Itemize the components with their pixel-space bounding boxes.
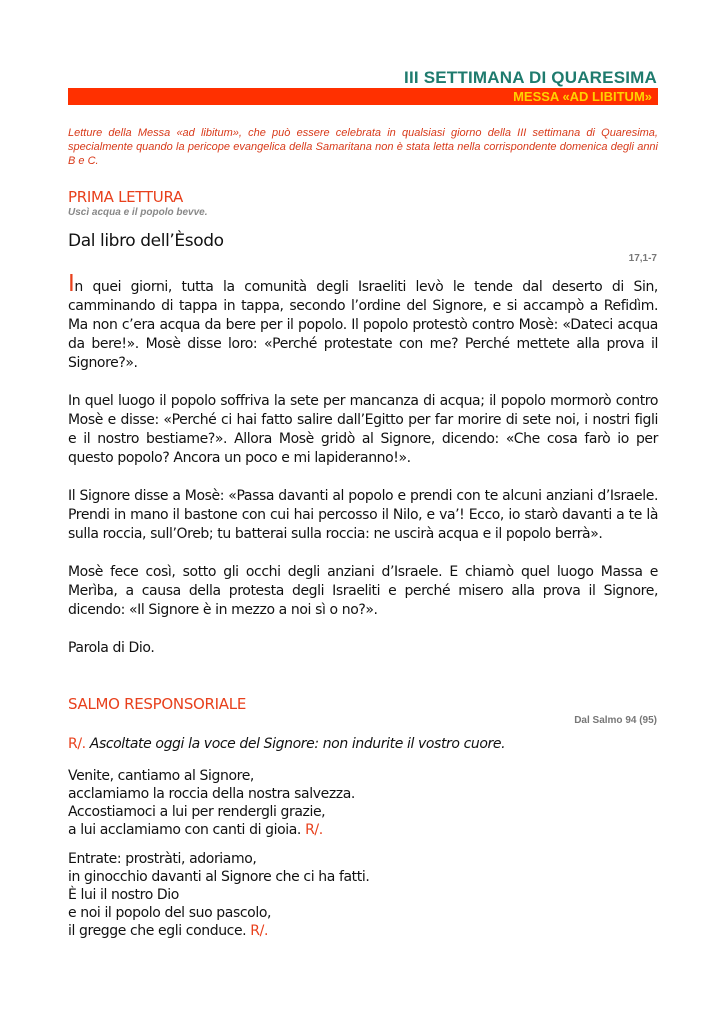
- stanza-line: Venite, cantiamo al Signore,: [68, 768, 254, 784]
- stanza-line-with-refrain: [68, 821, 355, 839]
- psalm-heading: SALMO RESPONSORIALE: [68, 695, 246, 713]
- reading-body: [68, 271, 658, 677]
- book-title: Dal libro dell’Èsodo: [68, 231, 224, 251]
- closing-formula: Parola di Dio.: [68, 640, 155, 656]
- header-subtitle: MESSA «AD LIBITUM»: [513, 89, 652, 104]
- header-title: III SETTIMANA DI QUARESIMA: [404, 68, 657, 87]
- stanza-line: in ginocchio davanti al Signore che ci ha fatti.: [68, 869, 370, 885]
- refrain-mark: R/.: [305, 822, 323, 838]
- paragraph-1: [68, 271, 658, 373]
- first-reading-heading: PRIMA LETTURA: [68, 188, 183, 206]
- dropcap: I: [68, 271, 75, 297]
- psalm-reference: Dal Salmo 94 (95): [574, 715, 657, 726]
- first-reading-subtitle: Uscì acqua e il popolo bevve.: [68, 207, 208, 218]
- psalm-stanza-2: [68, 850, 369, 940]
- psalm-stanza-1: [68, 767, 355, 839]
- paragraph-3: Il Signore disse a Mosè: «Passa davanti al popolo e prendi con te alcuni anziani d’Israele. Prendi in mano il bastone con cui hai percosso il Nilo, e va’! Ecco, io starò davanti a te là sulla roccia, sull’Oreb; tu batterai sulla roccia: ne uscirà acqua e il popolo berrà».: [68, 488, 658, 542]
- paragraph-2: In quel luogo il popolo soffriva la sete per mancanza di acqua; il popolo mormorò contro Mosè e disse: «Perché ci hai fatto salire dall’Egitto per far morire di sete noi, i nostri figli e il nostro bestiame?». Allora Mosè gridò al Signore, dicendo: «Che cosa farò io per questo popolo? Ancora un poco e mi lapideranno!».: [68, 393, 658, 466]
- paragraph-1-text: n quei giorni, tutta la comunità degli Israeliti levò le tende dal deserto di Sin, camminando di tappa in tappa, secondo l’ordine del Signore, e si accampò a Refidìm. Ma non c’era acqua da bere per il popolo. Il popolo protestò contro Mosè: «Dateci acqua da bere!». Mosè disse loro: «Perché protestate con me? Perché mettete alla prova il Signore?».: [68, 279, 658, 371]
- stanza-line: a lui acclamiamo con canti di gioia.: [68, 822, 301, 838]
- stanza-line: È lui il nostro Dio: [68, 887, 179, 903]
- stanza-line: il gregge che egli conduce.: [68, 923, 247, 939]
- header-bar: [68, 88, 658, 105]
- stanza-line: Accostiamoci a lui per rendergli grazie,: [68, 804, 326, 820]
- refrain-mark: R/.: [250, 923, 268, 939]
- stanza-line: e noi il popolo del suo pascolo,: [68, 905, 272, 921]
- stanza-line: Entrate: prostràti, adoriamo,: [68, 851, 257, 867]
- paragraph-4: Mosè fece così, sotto gli occhi degli anziani d’Israele. E chiamò quel luogo Massa e Merìba, a causa della protesta degli Israeliti e perché misero alla prova il Signore, dicendo: «Il Signore è in mezzo a noi sì o no?».: [68, 564, 658, 618]
- refrain-text: Ascoltate oggi la voce del Signore: non indurite il vostro cuore.: [89, 736, 506, 752]
- intro-note: Letture della Messa «ad libitum», che può essere celebrata in qualsiasi giorno della III settimana di Quaresima, specialmente quando la pericope evangelica della Samaritana non è stata letta nella corrispondente domenica degli anni B e C.: [68, 127, 658, 167]
- stanza-line-with-refrain: [68, 922, 369, 940]
- stanza-line: acclamiamo la roccia della nostra salvezza.: [68, 786, 355, 802]
- reading-reference: 17,1-7: [628, 253, 657, 264]
- psalm-refrain: [68, 736, 505, 752]
- refrain-mark: R/.: [68, 736, 86, 752]
